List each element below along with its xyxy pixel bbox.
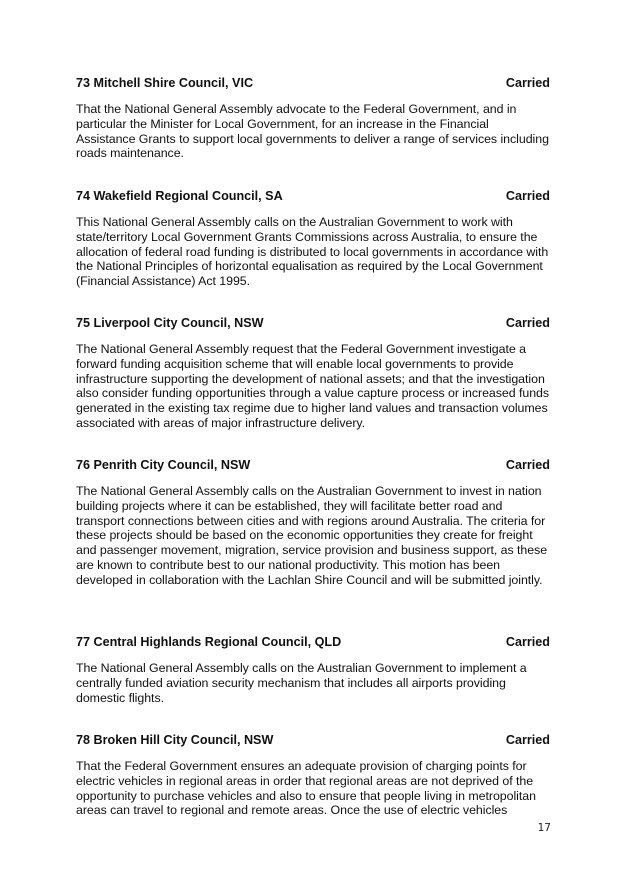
motion-74 — [76, 189, 550, 289]
motion-title: 73 Mitchell Shire Council, VIC — [76, 76, 254, 90]
motion-text: The National General Assembly calls on the Australian Government to invest in nation building projects where it can be established, they will facilitate better road and transport connections between cities and with regions around Australia. The criteria for these projects should be based on the economic opportunities they create for freight and passenger movement, migration, service provision and business support, as these are known to contribute best to our national productivity. This motion has been developed in collaboration with the Lachlan Shire Council and will be submitted jointly. — [76, 484, 548, 587]
motion-title: 77 Central Highlands Regional Council, QLD — [76, 635, 342, 649]
motion-status: Carried — [505, 458, 550, 472]
motion-header — [76, 316, 550, 331]
motion-header — [76, 458, 550, 473]
motion-header — [76, 189, 550, 204]
motion-78 — [76, 733, 550, 818]
motion-77 — [76, 635, 550, 705]
motion-header — [76, 733, 550, 748]
motion-title: 76 Penrith City Council, NSW — [76, 458, 251, 472]
motion-status: Carried — [505, 76, 550, 90]
motion-title: 75 Liverpool City Council, NSW — [76, 316, 264, 330]
motion-title: 78 Broken Hill City Council, NSW — [76, 733, 274, 747]
motion-status: Carried — [505, 733, 550, 747]
page-number: 17 — [537, 822, 551, 834]
motion-text: That the Federal Government ensures an adequate provision of charging points for electric vehicles in regional areas in order that regional areas are not deprived of the opportunity to purchase vehicles and also to ensure that people living in metropolitan areas can travel to regional and remote areas. Once the use of electric vehicles — [76, 759, 536, 818]
motion-text: This National General Assembly calls on the Australian Government to work with state/territory Local Government Grants Commissions across Australia, to ensure the allocation of federal road funding is distributed to local governments in accordance with the National Principles of horizontal equalisation as required by the Local Government (Financial Assistance) Act 1995. — [76, 215, 549, 289]
motion-title: 74 Wakefield Regional Council, SA — [76, 189, 283, 203]
motion-header — [76, 76, 550, 91]
motion-status: Carried — [505, 189, 550, 203]
motion-text: That the National General Assembly advocate to the Federal Government, and in particular the Minister for Local Government, for an increase in the Financial Assistance Grants to support local governments to deliver a range of services including roads maintenance. — [76, 102, 549, 161]
motion-status: Carried — [505, 316, 550, 330]
motion-header — [76, 635, 550, 650]
motion-text: The National General Assembly calls on the Australian Government to implement a centrally funded aviation security mechanism that includes all airports providing domestic flights. — [76, 661, 527, 705]
motion-73 — [76, 76, 550, 161]
motion-status: Carried — [505, 635, 550, 649]
motion-text: The National General Assembly request that the Federal Government investigate a forward funding acquisition scheme that will enable local governments to provide infrastructure supporting the development of national assets; and that the investigation also consider funding opportunities through a value capture process or increased funds generated in the existing tax regime due to higher land values and transaction volumes associated with areas of major infrastructure delivery. — [76, 342, 550, 430]
motion-75 — [76, 316, 550, 431]
motion-76 — [76, 458, 550, 588]
